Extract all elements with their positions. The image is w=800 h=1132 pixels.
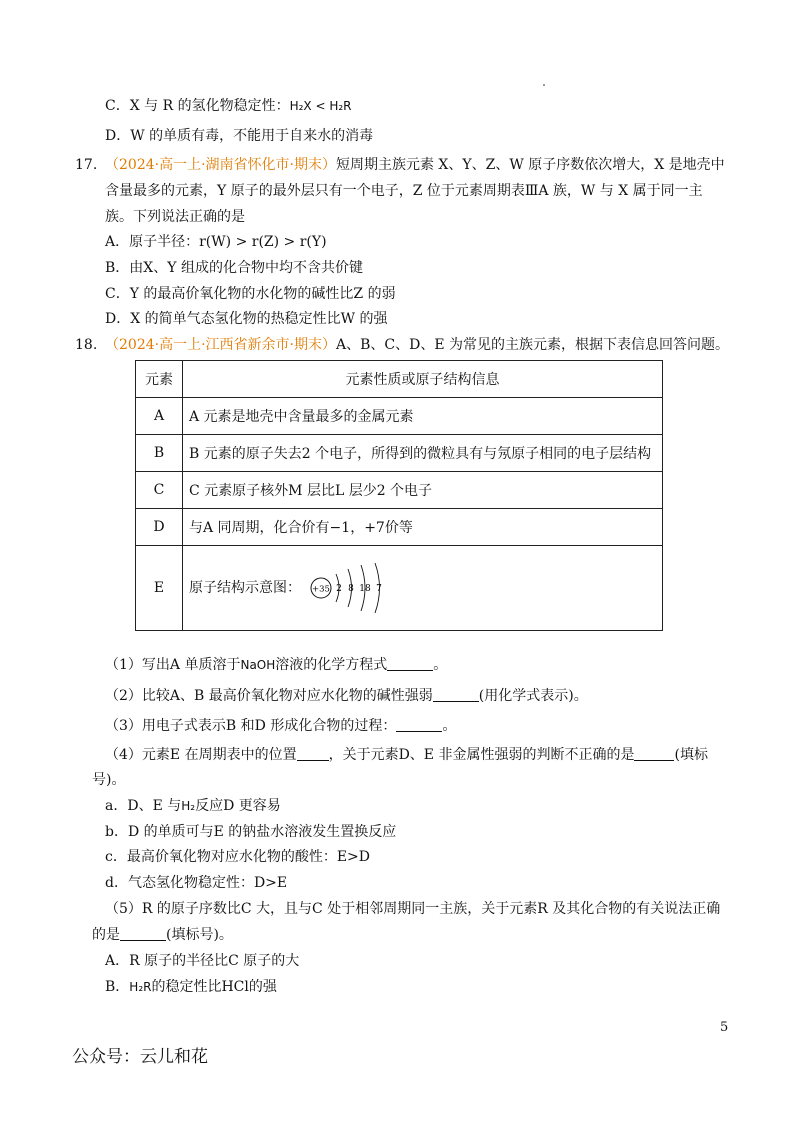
part5b-formula: H₂R: [129, 980, 152, 994]
table-row: [136, 546, 663, 631]
table-row: [136, 472, 663, 509]
q17-source: （2024·高一上·湖南省怀化市·期末）: [105, 157, 336, 173]
q18-part2: [105, 686, 588, 706]
part4a-text: a．D、E 与: [105, 798, 182, 814]
q18-part3: [105, 716, 456, 736]
q18-source: （2024·高一上·江西省新余市·期末）: [105, 337, 336, 353]
q17-stem1: 短周期主族元素 X、Y、Z、W 原子序数依次增大，X 是地壳中: [335, 157, 725, 173]
header-info: 元素性质或原子结构信息: [183, 361, 663, 398]
answer-blank[interactable]: [396, 717, 442, 732]
q18-number: 18.: [75, 337, 98, 353]
q18-part5-option-a: A．R 原子的半径比C 原子的大: [105, 953, 300, 969]
part4a-formula: H₂: [181, 799, 196, 813]
q17-option-a: A．原子半径：r(W) > r(Z) > r(Y): [105, 234, 327, 250]
q17-stem-line1: [105, 155, 725, 175]
q16-option-c: [105, 96, 352, 116]
row-info: 原子结构示意图：: [189, 580, 301, 596]
answer-blank[interactable]: [387, 656, 433, 671]
part1-text: （1）写出A 单质溶于: [105, 657, 241, 673]
answer-blank[interactable]: [433, 687, 479, 702]
page-number: 5: [720, 1020, 729, 1035]
part1-formula: NaOH: [240, 658, 276, 672]
part5b-text-post: 的稳定性比HCl的强: [151, 979, 277, 995]
row-info: B 元素的原子失去2 个电子，所得到的微粒具有与氖原子相同的电子层结构: [183, 435, 663, 472]
scan-dot: [543, 84, 545, 86]
atom-structure-diagram: [309, 558, 399, 618]
nucleus-charge: +35: [312, 584, 331, 595]
footer-text: 公众号：云儿和花: [72, 1047, 208, 1067]
shell-electrons: 18: [359, 584, 372, 594]
q16-option-d: D．W 的单质有毒，不能用于自来水的消毒: [105, 128, 374, 144]
table-row: [136, 398, 663, 435]
q18-part4-option-d: d．气态氢化物稳定性：D>E: [105, 875, 288, 891]
q18-stem-text: A、B、C、D、E 为常见的主族元素，根据下表信息回答问题。: [335, 337, 729, 353]
row-info-e: [183, 546, 663, 631]
table-header-row: [136, 361, 663, 398]
q18-part5-option-b: [105, 977, 277, 997]
part5-text: 的是: [92, 927, 120, 943]
q18-stem: [105, 335, 729, 355]
q18-part4-line2: 号)。: [92, 772, 126, 788]
answer-blank[interactable]: [120, 926, 166, 941]
q18-part4-option-b: b．D 的单质可与E 的钠盐水溶液发生置换反应: [105, 824, 397, 840]
answer-blank[interactable]: [634, 746, 674, 761]
table-row: [136, 435, 663, 472]
q18-part5-line2: [92, 925, 233, 945]
q17-stem-line2: 含量最多的元素，Y 原子的最外层只有一个电子，Z 位于元素周期表ⅢA 族，W 与 X 属于同一主: [105, 183, 703, 199]
shell-electrons: 2: [336, 584, 343, 594]
row-info: C 元素原子核外M 层比L 层少2 个电子: [183, 472, 663, 509]
shell-electrons: 8: [348, 584, 355, 594]
row-element: C: [136, 472, 183, 509]
part2-text-post: (用化学式表示)。: [478, 688, 588, 704]
row-element: E: [136, 546, 183, 631]
shell-electrons: 7: [376, 584, 383, 594]
row-info: A 元素是地壳中含量最多的金属元素: [183, 398, 663, 435]
q18-part1: [105, 655, 447, 675]
part1-text-post: 溶液的化学方程式: [275, 657, 388, 673]
q17-option-d: D．X 的简单气态氢化物的热稳定性比W 的强: [105, 311, 388, 327]
q17-option-b: B．由X、Y 组成的化合物中均不含共价键: [105, 260, 363, 276]
part1-end: 。: [433, 657, 448, 673]
part5b-text: B．: [105, 979, 130, 995]
part5-text-post: (填标号)。: [166, 927, 233, 943]
q17-stem-line3: 族。下列说法正确的是: [105, 209, 245, 225]
part4-text-post: (填标: [674, 747, 708, 763]
row-element: A: [136, 398, 183, 435]
element-info-table: [135, 360, 663, 631]
answer-blank[interactable]: [297, 746, 329, 761]
part4-text-mid: ，关于元素D、E 非金属性强弱的判断不正确的是: [328, 747, 635, 763]
q17-number: 17.: [75, 157, 98, 173]
q17-option-c: C．Y 的最高价氧化物的水化物的碱性比Z 的弱: [105, 286, 396, 302]
q16-option-c-formula: H₂X < H₂R: [289, 99, 352, 113]
part2-text: （2）比较A、B 最高价氧化物对应水化物的碱性强弱: [105, 688, 433, 704]
q18-part5: （5）R 的原子序数比C 大，且与C 处于相邻周期同一主族，关于元素R 及其化合物的有关说法正确: [105, 901, 721, 917]
header-element: 元素: [136, 361, 183, 398]
part3-end: 。: [442, 718, 457, 734]
part4a-text-post: 反应D 更容易: [195, 798, 281, 814]
q16-option-c-text: C．X 与 R 的氢化物稳定性：: [105, 98, 290, 114]
row-info: 与A 同周期，化合价有−1，+7价等: [183, 509, 663, 546]
table-row: [136, 509, 663, 546]
row-element: B: [136, 435, 183, 472]
part3-text: （3）用电子式表示B 和D 形成化合物的过程：: [105, 718, 397, 734]
q18-part4: [105, 745, 708, 765]
part4-text: （4）元素E 在周期表中的位置: [105, 747, 297, 763]
q18-part4-option-a: [105, 796, 281, 816]
row-element: D: [136, 509, 183, 546]
q18-part4-option-c: c．最高价氧化物对应水化物的酸性：E>D: [105, 849, 371, 865]
